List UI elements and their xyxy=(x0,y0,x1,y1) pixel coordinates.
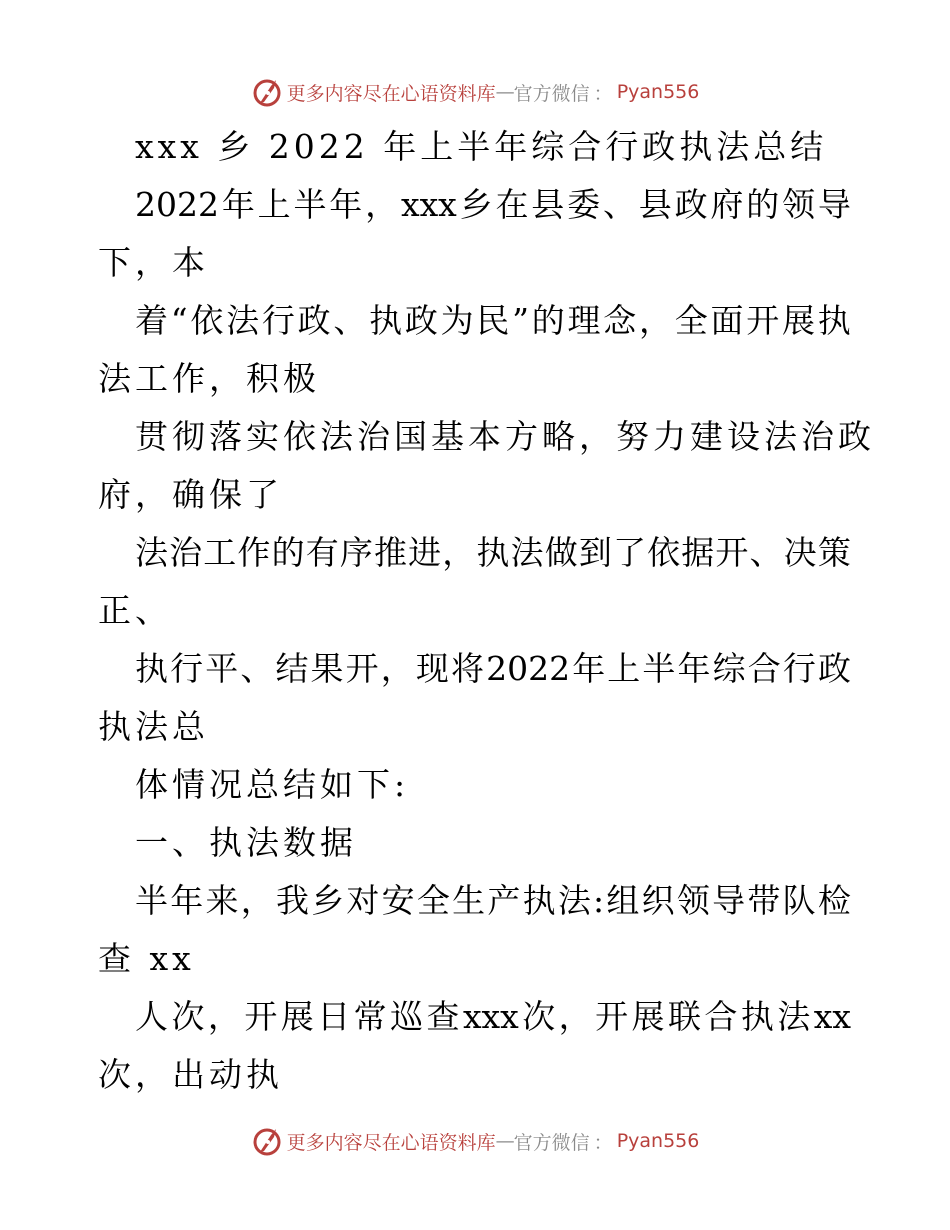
text-glyph: 将 xyxy=(450,649,484,688)
text-glyph: xx xyxy=(813,997,851,1036)
text-glyph: 法 xyxy=(135,533,168,572)
watermark-dash: — xyxy=(495,1130,514,1152)
text-glyph: : xyxy=(593,881,605,920)
text-glyph: 产 xyxy=(487,881,521,920)
text-glyph: 半 xyxy=(135,881,168,920)
text-glyph: 合 xyxy=(747,649,781,688)
text-glyph: ， xyxy=(442,533,476,572)
text-glyph: 依 xyxy=(647,533,681,572)
watermark-main-text: 更多内容尽在心语资料库 xyxy=(286,82,496,105)
text-glyph: 合 xyxy=(704,997,738,1036)
text-glyph: 、 xyxy=(749,533,783,572)
text-glyph: 作 xyxy=(237,533,271,572)
text-glyph: 执 xyxy=(369,301,403,340)
text-glyph: 乡 xyxy=(311,881,345,920)
text-glyph: 上 xyxy=(607,649,641,688)
text-glyph: 为 xyxy=(440,301,474,340)
paragraph-line xyxy=(135,988,851,1046)
text-glyph: 到 xyxy=(578,533,612,572)
text-glyph: 在 xyxy=(495,185,529,224)
paragraph-line: 次，出动执 xyxy=(98,1055,283,1094)
text-glyph: 安 xyxy=(381,881,415,920)
watermark-dash: — xyxy=(495,81,514,103)
watermark-id: Pyan556 xyxy=(616,81,700,103)
document-title: xxx 乡 2022 年上半年综合行政执法总结 xyxy=(135,127,828,166)
text-glyph: 日 xyxy=(317,997,351,1036)
text-glyph: 年 xyxy=(170,881,204,920)
watermark-colon: ： xyxy=(593,82,613,105)
text-glyph: 了 xyxy=(612,533,646,572)
paragraph-line xyxy=(135,292,851,350)
paragraph-line xyxy=(135,640,851,698)
text-glyph: 领 xyxy=(782,185,816,224)
text-glyph: 执 xyxy=(740,997,774,1036)
text-glyph: 、 xyxy=(240,649,274,688)
text-glyph: 结 xyxy=(275,649,309,688)
text-glyph: 开 xyxy=(244,997,278,1036)
text-glyph: 织 xyxy=(641,881,675,920)
paragraph-line: 贯彻落实依法治国基本方略，努力建设法治政 xyxy=(135,417,875,456)
text-glyph: xxx xyxy=(400,185,457,224)
header-watermark xyxy=(0,72,950,112)
text-glyph: 、 xyxy=(333,301,367,340)
text-glyph: 我 xyxy=(275,881,309,920)
text-glyph: 现 xyxy=(415,649,449,688)
text-glyph: 年 xyxy=(221,185,255,224)
text-glyph: ， xyxy=(207,997,241,1036)
text-glyph: 检 xyxy=(817,881,851,920)
text-glyph: 的 xyxy=(271,533,305,572)
text-glyph: 年 xyxy=(329,185,363,224)
text-glyph: 次 xyxy=(522,997,556,1036)
text-glyph: 着 xyxy=(135,301,168,340)
text-glyph: ， xyxy=(558,997,592,1036)
text-glyph: 理 xyxy=(567,301,601,340)
text-glyph: ” xyxy=(512,301,529,340)
text-glyph: 县 xyxy=(638,185,672,224)
paragraph-line xyxy=(135,176,851,234)
text-glyph: 行 xyxy=(261,301,295,340)
text-glyph: 工 xyxy=(203,533,237,572)
text-glyph: 进 xyxy=(408,533,442,572)
text-glyph: 次 xyxy=(171,997,205,1036)
text-glyph: 巡 xyxy=(390,997,424,1036)
text-glyph: 执 xyxy=(817,301,851,340)
text-glyph: 乡 xyxy=(459,185,493,224)
text-glyph: 人 xyxy=(135,997,168,1036)
text-glyph: 组 xyxy=(606,881,640,920)
text-glyph: 、 xyxy=(602,185,636,224)
text-glyph: 法 xyxy=(510,533,544,572)
text-glyph: 政 xyxy=(297,301,331,340)
text-glyph: 委 xyxy=(567,185,601,224)
paragraph-line: 查 xx xyxy=(98,939,195,978)
text-glyph: ， xyxy=(365,185,399,224)
paragraph-line: 正、 xyxy=(98,591,172,630)
text-glyph: 策 xyxy=(817,533,851,572)
text-glyph: 法 xyxy=(777,997,811,1036)
text-glyph: 生 xyxy=(452,881,486,920)
text-glyph: 开 xyxy=(345,649,379,688)
text-glyph: 导 xyxy=(817,185,851,224)
text-glyph: ， xyxy=(380,649,414,688)
text-glyph: 法 xyxy=(557,881,591,920)
text-glyph: 查 xyxy=(426,997,460,1036)
text-glyph: 面 xyxy=(710,301,744,340)
text-glyph: xxx xyxy=(462,997,519,1036)
text-glyph: 队 xyxy=(782,881,816,920)
paragraph-line xyxy=(135,524,851,582)
paragraph-line: 体情况总结如下: xyxy=(135,765,410,804)
text-glyph: 展 xyxy=(782,301,815,340)
paragraph-line xyxy=(135,872,851,930)
text-glyph: 行 xyxy=(782,649,816,688)
text-glyph: ， xyxy=(240,881,274,920)
text-glyph: 序 xyxy=(339,533,373,572)
text-glyph: 常 xyxy=(353,997,387,1036)
text-glyph: 法 xyxy=(226,301,260,340)
text-glyph: 府 xyxy=(710,185,744,224)
text-glyph: 上 xyxy=(257,185,291,224)
text-glyph: 有 xyxy=(305,533,339,572)
text-glyph: 领 xyxy=(676,881,710,920)
text-glyph: 的 xyxy=(531,301,565,340)
text-glyph: 来 xyxy=(205,881,239,920)
watermark-sub-text: 官方微信 xyxy=(513,82,590,105)
text-glyph: 展 xyxy=(631,997,665,1036)
text-glyph: 联 xyxy=(667,997,701,1036)
text-glyph: ， xyxy=(639,301,672,340)
text-glyph: 决 xyxy=(783,533,817,572)
text-glyph: 2022 xyxy=(135,185,219,224)
text-glyph: 推 xyxy=(373,533,407,572)
text-glyph: 对 xyxy=(346,881,380,920)
text-glyph: 治 xyxy=(169,533,203,572)
text-glyph: 开 xyxy=(746,301,780,340)
text-glyph: 的 xyxy=(746,185,780,224)
pen-nib-logo-icon xyxy=(251,76,283,108)
paragraph-line: 执法总 xyxy=(98,707,209,746)
text-glyph: 果 xyxy=(310,649,344,688)
text-glyph: 导 xyxy=(712,881,746,920)
text-glyph: 执 xyxy=(476,533,510,572)
pen-nib-logo-icon xyxy=(251,1125,283,1157)
text-glyph: 做 xyxy=(544,533,578,572)
paragraph-line: 法工作，积极 xyxy=(98,359,320,398)
watermark-colon: ： xyxy=(593,1131,613,1154)
text-glyph: 平 xyxy=(205,649,239,688)
text-glyph: 依 xyxy=(190,301,224,340)
text-glyph: 年 xyxy=(572,649,606,688)
text-glyph: 带 xyxy=(747,881,781,920)
text-glyph: 执 xyxy=(522,881,556,920)
text-glyph: 念 xyxy=(603,301,637,340)
text-glyph: 2022 xyxy=(486,649,571,688)
text-glyph: 展 xyxy=(280,997,314,1036)
watermark-main-text: 更多内容尽在心语资料库 xyxy=(286,1131,496,1154)
text-glyph: 执 xyxy=(135,649,168,688)
text-glyph: 年 xyxy=(677,649,711,688)
text-glyph: 政 xyxy=(817,649,851,688)
text-glyph: 民 xyxy=(476,301,510,340)
text-glyph: 全 xyxy=(416,881,450,920)
paragraph-line: 下，本 xyxy=(98,243,209,282)
text-glyph: 半 xyxy=(293,185,327,224)
paragraph-line: 府，确保了 xyxy=(98,475,283,514)
text-glyph: 开 xyxy=(595,997,629,1036)
text-glyph: 综 xyxy=(712,649,746,688)
text-glyph: 政 xyxy=(674,185,708,224)
watermark-id: Pyan556 xyxy=(616,1130,700,1152)
text-glyph: “ xyxy=(170,301,188,340)
footer-watermark xyxy=(0,1121,950,1161)
text-glyph: 政 xyxy=(404,301,438,340)
watermark-sub-text: 官方微信 xyxy=(513,1131,590,1154)
section-heading: 一、执法数据 xyxy=(135,823,357,862)
text-glyph: 全 xyxy=(674,301,708,340)
text-glyph: 县 xyxy=(531,185,565,224)
text-glyph: 半 xyxy=(642,649,676,688)
text-glyph: 开 xyxy=(715,533,749,572)
text-glyph: 据 xyxy=(681,533,715,572)
text-glyph: 行 xyxy=(170,649,204,688)
